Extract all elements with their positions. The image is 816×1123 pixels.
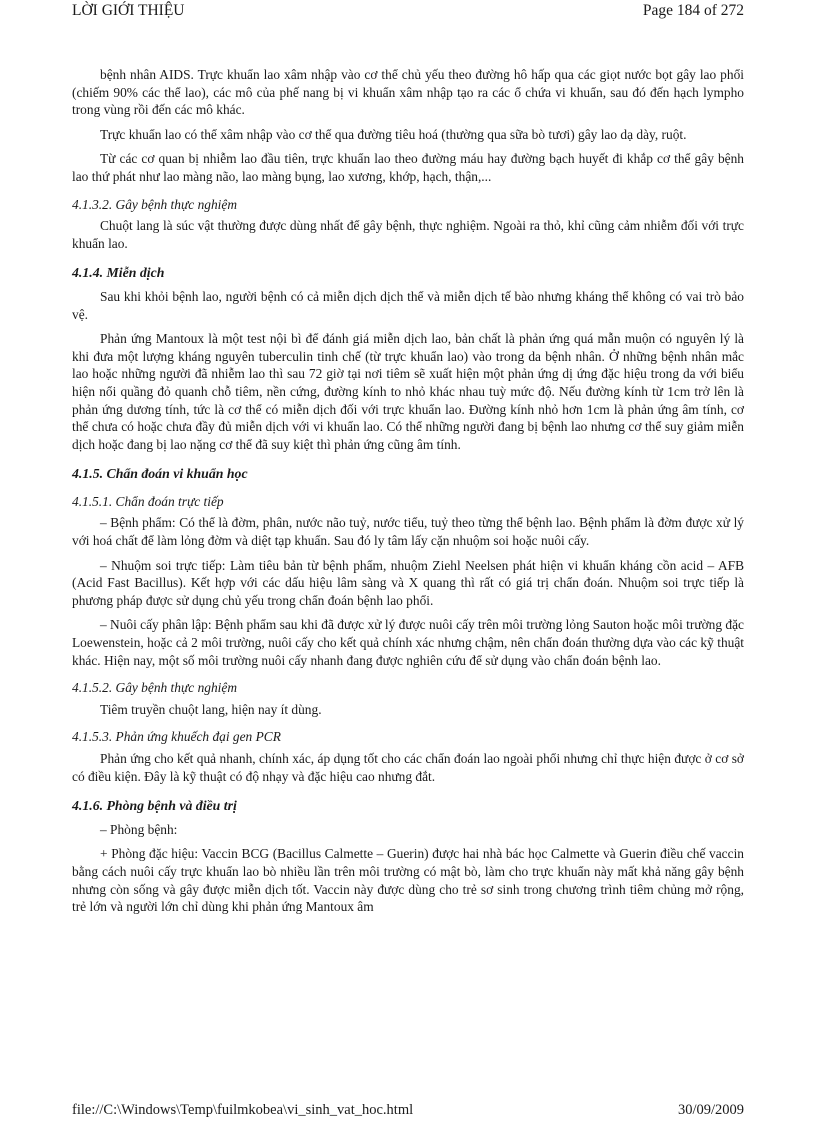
paragraph: – Nuôi cấy phân lập: Bệnh phẩm sau khi đã được xử lý được nuôi cấy trên môi trường lỏng Sauton hoặc môi trường đặc Loewenstein, hoặc cả 2 môi trường, nuôi cấy cho kết quả chính xác nhưng chậm, nên chẩn đoán thường dựa vào các kỹ thuật khác. Hiện nay, một số môi trường nuôi cấy nhanh đang được nghiên cứu để sử dụng vào chẩn đoán bệnh lao. <box>72 617 744 668</box>
paragraph: Sau khi khỏi bệnh lao, người bệnh có cả miễn dịch dịch thể và miễn dịch tế bào nhưng kháng thể không có vai trò bảo vệ. <box>72 288 744 322</box>
document-body <box>72 66 744 923</box>
paragraph: Trực khuẩn lao có thể xâm nhập vào cơ thể qua đường tiêu hoá (thường qua sữa bò tươi) gây lao dạ dày, ruột. <box>100 126 687 142</box>
paragraph: + Phòng đặc hiệu: Vaccin BCG (Bacillus Calmette – Guerin) được hai nhà bác học Calmette và Guerin điều chế vaccin bằng cách nuôi cấy trực khuẩn lao bò nhiều lần trên môi trường có mật bò, làm cho trực khuẩn này mất khả năng gây bệnh nhưng còn sống và gây được miễn dịch tốt. Vaccin này được dùng cho trẻ sơ sinh trong chương trình tiêm chủng mở rộng, trẻ lớn và người lớn chỉ dùng khi phản ứng Mantoux âm <box>72 846 744 915</box>
page-footer <box>72 1101 744 1121</box>
paragraph: bệnh nhân AIDS. Trực khuẩn lao xâm nhập vào cơ thể chủ yếu theo đường hô hấp qua các giọt nước bọt gây lao phổi (chiếm 90% các thể lao), các mô của phế nang bị vi khuẩn xâm nhập tạo ra các ổ chứa vi khuẩn, sau đó đến hạch lympho trong vùng rồi đến các mô khác. <box>72 67 744 118</box>
paragraph: – Nhuộm soi trực tiếp: Làm tiêu bản từ bệnh phẩm, nhuộm Ziehl Neelsen phát hiện vi khuẩn kháng cồn acid – AFB (Acid Fast Bacillus). Kết hợp với các dấu hiệu lâm sàng và X quang thì rất có giá trị chẩn đoán. Nhuộm soi trực tiếp là phương pháp được sử dụng chủ yếu trong chẩn đoán bệnh lao phổi. <box>72 557 744 608</box>
paragraph: Chuột lang là súc vật thường được dùng nhất để gây bệnh, thực nghiệm. Ngoài ra thỏ, khỉ cũng cảm nhiễm đối với trực khuẩn lao. <box>72 218 744 251</box>
paragraph: Phản ứng Mantoux là một test nội bì để đánh giá miễn dịch lao, bản chất là phản ứng quá mẫn muộn có nguyên lý là khi đưa một lượng kháng nguyên tuberculin tinh chế (từ trực khuẩn lao) vào trong da bệnh nhân. Ở những bệnh nhân mắc lao hoặc những người đã nhiễm lao thì sau 72 giờ tại nơi tiêm sẽ xuất hiện một phản ứng dị ứng đặc hiệu trong da với biểu hiện nổi quầng đỏ quanh chỗ tiêm, nền cứng, đường kính to nhỏ khác nhau tuỳ mức độ. Nếu đường kính từ 1cm trở lên là phản ứng dương tính, tức là cơ thể có miễn dịch đối với trực khuẩn lao. Đường kính nhỏ hơn 1cm là phản ứng âm tính, cơ thể chưa có hoặc chưa đầy đủ miễn dịch với vi khuẩn lao. Có thể những người đang bị bệnh lao nhưng cơ thể suy giảm miễn dịch hoặc đang bị lao nặng cơ thể đã suy kiệt thì phản ứng cũng âm tính. <box>72 331 744 452</box>
paragraph: – Phòng bệnh: <box>100 821 178 837</box>
section-heading-4-1-5: 4.1.5. Chẩn đoán vi khuẩn học <box>72 466 248 482</box>
section-heading-4-1-5-2: 4.1.5.2. Gây bệnh thực nghiệm <box>72 680 237 696</box>
paragraph: Tiêm truyền chuột lang, hiện nay ít dùng. <box>100 701 322 717</box>
section-heading-4-1-3-2: 4.1.3.2. Gây bệnh thực nghiệm <box>72 196 237 212</box>
document-title: LỜI GIỚI THIỆU <box>72 2 185 19</box>
section-heading-4-1-6: 4.1.6. Phòng bệnh và điều trị <box>72 798 237 814</box>
section-heading-4-1-5-1: 4.1.5.1. Chẩn đoán trực tiếp <box>72 493 224 509</box>
print-date: 30/09/2009 <box>677 1102 744 1118</box>
paragraph: Phản ứng cho kết quả nhanh, chính xác, áp dụng tốt cho các chẩn đoán lao ngoài phổi nhưng chỉ thực hiện được ở cơ sở có điều kiện. Đây là kỹ thuật có độ nhạy và đặc hiệu cao nhưng đắt. <box>72 751 744 784</box>
section-heading-4-1-4: 4.1.4. Miễn dịch <box>72 265 165 281</box>
page-number: Page 184 of 272 <box>642 2 744 19</box>
file-path: file://C:\Windows\Temp\fuilmkobea\vi_sinh_vat_hoc.html <box>72 1102 414 1118</box>
page-header <box>72 0 744 24</box>
section-heading-4-1-5-3: 4.1.5.3. Phản ứng khuếch đại gen PCR <box>72 729 281 745</box>
paragraph: – Bệnh phẩm: Có thể là đờm, phân, nước não tuỷ, nước tiểu, tuỷ theo từng thể bệnh lao. Bệnh phẩm là đờm được xử lý với hoá chất để làm lỏng đờm và diệt tạp khuẩn. Sau đó ly tâm lấy cặn nhuộm soi hoặc nuôi cấy. <box>72 515 744 549</box>
paragraph: Từ các cơ quan bị nhiễm lao đầu tiên, trực khuẩn lao theo đường máu hay đường bạch huyết đi khắp cơ thể gây bệnh lao thứ phát như lao màng não, lao màng bụng, lao xương, khớp, hạch, thận,... <box>72 151 744 184</box>
